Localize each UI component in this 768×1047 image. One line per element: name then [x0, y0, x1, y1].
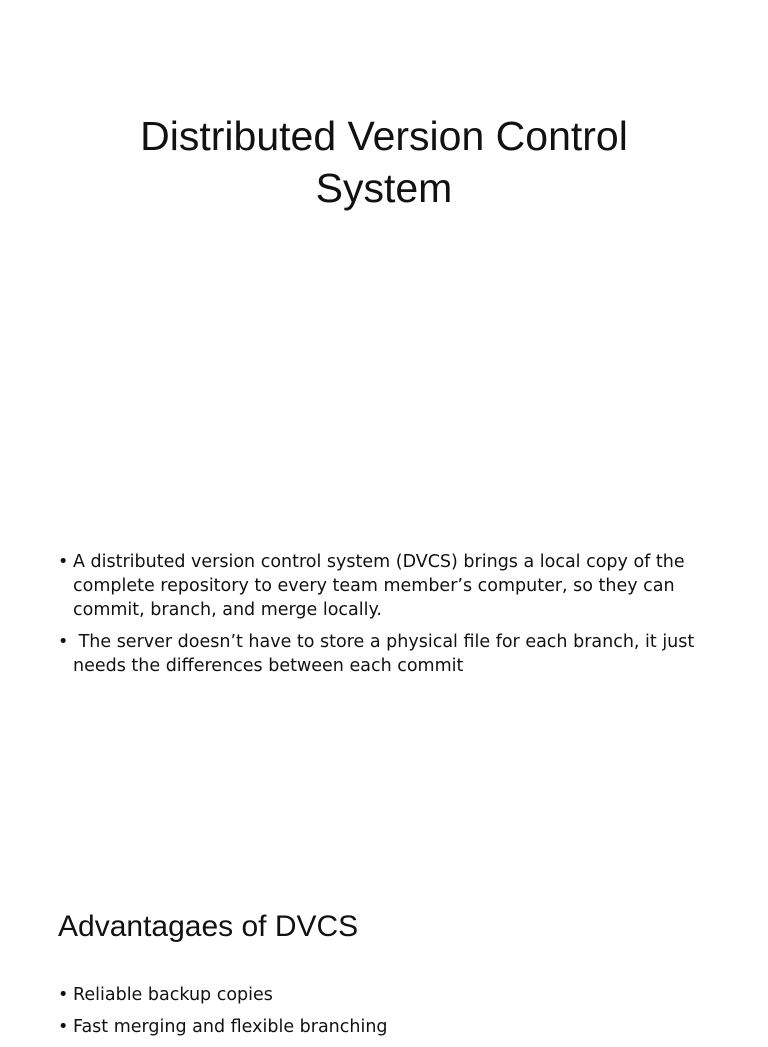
slide-title-line-2: System — [315, 165, 453, 211]
slide-title-line-1: Distributed Version Control — [140, 113, 628, 159]
bullet-icon: • — [58, 985, 69, 1005]
intro-bullet-list — [58, 550, 718, 686]
list-item — [58, 983, 718, 1007]
bullet-icon: • — [58, 1017, 69, 1037]
bullet-icon: • — [58, 632, 69, 652]
list-item — [58, 550, 718, 622]
intro-bullet-text-2: The server doesn’t have to store a physical file for each branch, it just needs the differences between each commit — [73, 632, 700, 676]
advantages-bullet-list — [58, 983, 718, 1047]
advantage-text-2: Fast merging and flexible branching — [73, 1017, 388, 1037]
list-item — [58, 630, 718, 678]
bullet-icon: • — [58, 552, 69, 572]
intro-bullet-text-1: A distributed version control system (DVCS) brings a local copy of the complete repository to every team member’s computer, so they can commit, branch, and merge locally. — [73, 552, 685, 620]
slide-title — [0, 110, 768, 214]
list-item — [58, 1015, 718, 1039]
advantage-text-1: Reliable backup copies — [73, 985, 273, 1005]
advantages-heading: Advantagaes of DVCS — [58, 910, 359, 943]
